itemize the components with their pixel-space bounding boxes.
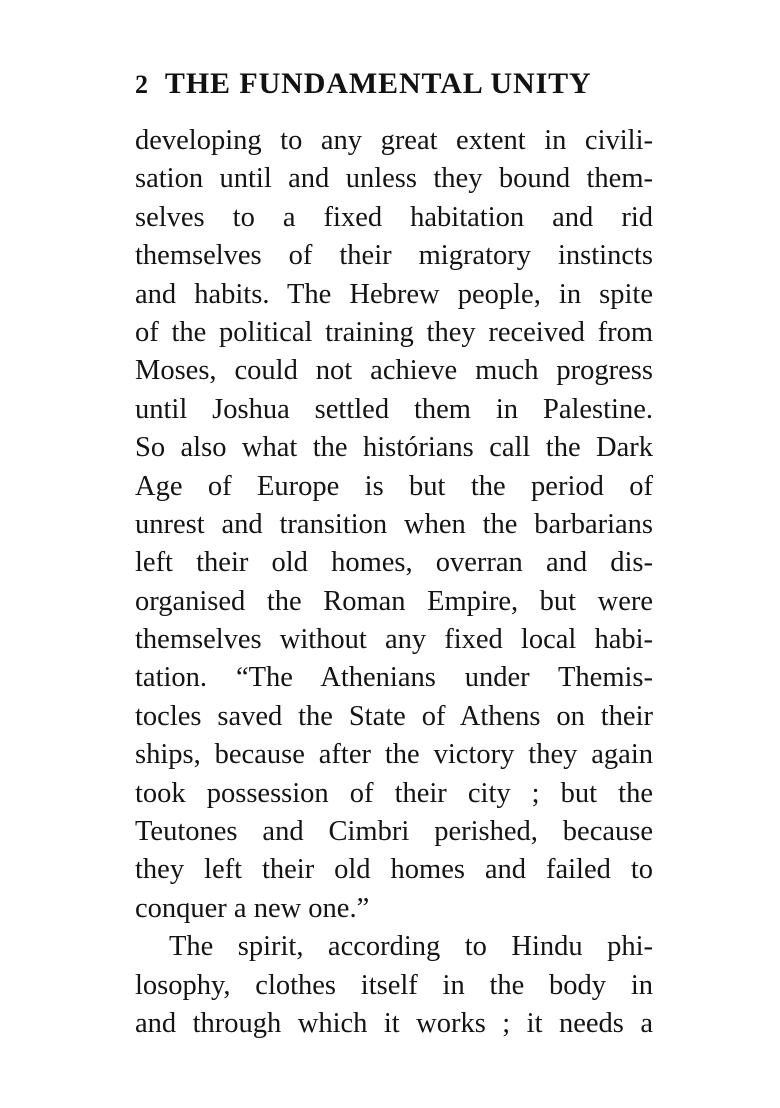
paragraph-2: [135, 928, 653, 1043]
text-line: unrest and transition when the barbarians: [135, 508, 653, 540]
body-text: [135, 122, 653, 1043]
text-line: tation. “The Athenians under Themis-: [135, 662, 653, 694]
text-line: losophy, clothes itself in the body in: [135, 969, 653, 1001]
text-line: and habits. The Hebrew people, in spite: [135, 278, 653, 310]
text-line: until Joshua settled them in Palestine.: [135, 393, 653, 425]
text-line: conquer a new one.”: [135, 892, 370, 924]
text-line: of the political training they received from: [135, 316, 653, 348]
text-line: they left their old homes and failed to: [135, 854, 653, 886]
text-line: The spirit, according to Hindu phi-: [169, 931, 653, 963]
text-line: So also what the histórians call the Dark: [135, 432, 653, 464]
text-line: themselves of their migratory instincts: [135, 240, 653, 272]
running-head: [135, 66, 655, 102]
text-line: Moses, could not achieve much progress: [135, 355, 653, 387]
text-line: ships, because after the victory they again: [135, 739, 653, 771]
text-line: selves to a fixed habitation and rid: [135, 201, 653, 233]
text-line: Age of Europe is but the period of: [135, 470, 653, 502]
text-line: took possession of their city ; but the: [135, 777, 653, 809]
text-line: and through which it works ; it needs a: [135, 1007, 653, 1039]
paragraph-1: [135, 122, 653, 928]
page-number: 2: [135, 70, 149, 99]
text-line: left their old homes, overran and dis-: [135, 547, 653, 579]
text-line: sation until and unless they bound them-: [135, 163, 653, 195]
text-line: developing to any great extent in civili-: [135, 125, 653, 156]
running-title: THE FUNDAMENTAL UNITY: [164, 67, 592, 100]
text-line: themselves without any fixed local habi-: [135, 624, 653, 656]
text-line: organised the Roman Empire, but were: [135, 585, 653, 617]
text-line: Teutones and Cimbri perished, because: [135, 816, 653, 848]
text-line: tocles saved the State of Athens on their: [135, 700, 653, 732]
